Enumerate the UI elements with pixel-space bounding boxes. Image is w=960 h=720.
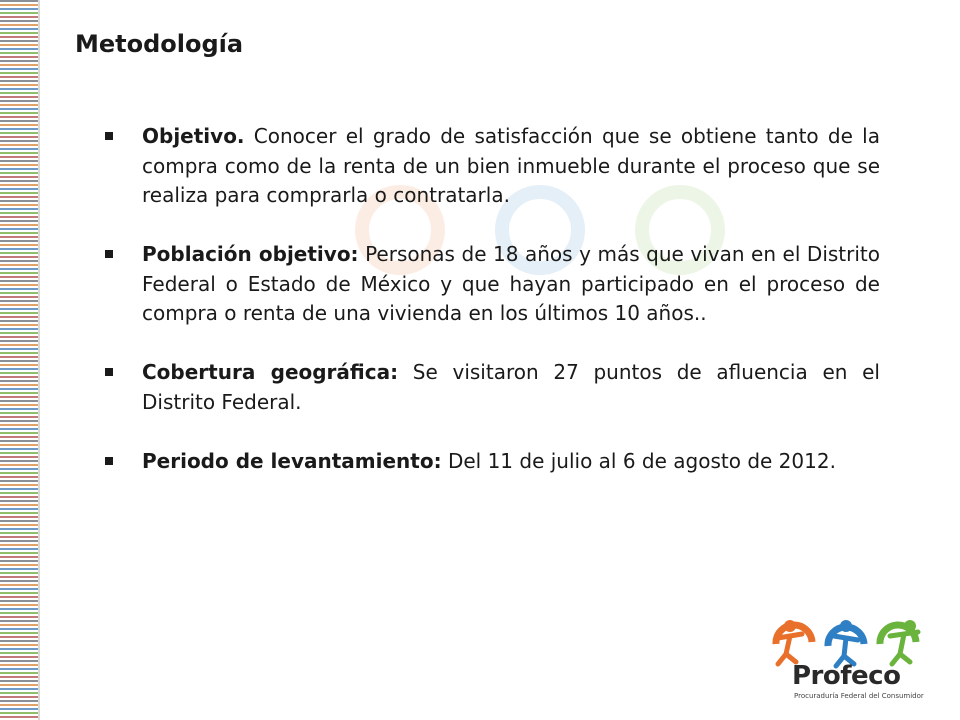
bullet-text: Conocer el grado de satisfacción que se obtiene tanto de la compra como de la renta de un bien inmueble durante el proceso que se realiza para comprarla o contratarla. bbox=[142, 124, 880, 207]
blue-figure-icon bbox=[828, 620, 864, 666]
bullet-square-icon bbox=[105, 250, 113, 258]
list-item-poblacion bbox=[105, 240, 880, 329]
bullet-square-icon bbox=[105, 368, 113, 376]
bullet-text: Personas de 18 años y más que vivan en el Distrito Federal o Estado de México y que hayan participado en el proceso de compra o renta de una vivienda en los últimos 10 años.. bbox=[142, 242, 880, 325]
orange-figure-icon bbox=[776, 620, 812, 664]
list-item-periodo bbox=[105, 447, 880, 477]
stripe-divider bbox=[38, 0, 40, 720]
green-figure-icon bbox=[880, 620, 918, 664]
list-item-cobertura bbox=[105, 358, 880, 417]
bullet-label: Cobertura geográfica: bbox=[142, 360, 399, 384]
page-title: Metodología bbox=[75, 30, 244, 58]
bullet-label: Objetivo. bbox=[142, 124, 245, 148]
bullet-square-icon bbox=[105, 457, 113, 465]
logo-subtitle: Procuraduría Federal del Consumidor bbox=[794, 692, 924, 700]
logo-wordmark: Profeco bbox=[792, 661, 901, 691]
bullet-text: Del 11 de julio al 6 de agosto de 2012. bbox=[441, 448, 836, 473]
bullet-text: Se visitaron 27 puntos de afluencia en el Distrito Federal. bbox=[142, 360, 880, 414]
methodology-list bbox=[105, 122, 880, 506]
bullet-label: Periodo de levantamiento: bbox=[142, 448, 442, 473]
bullet-square-icon bbox=[105, 132, 113, 140]
bullet-label: Población objetivo: bbox=[142, 242, 359, 266]
list-item-objetivo bbox=[105, 122, 880, 211]
decorative-stripe-band bbox=[0, 0, 38, 720]
